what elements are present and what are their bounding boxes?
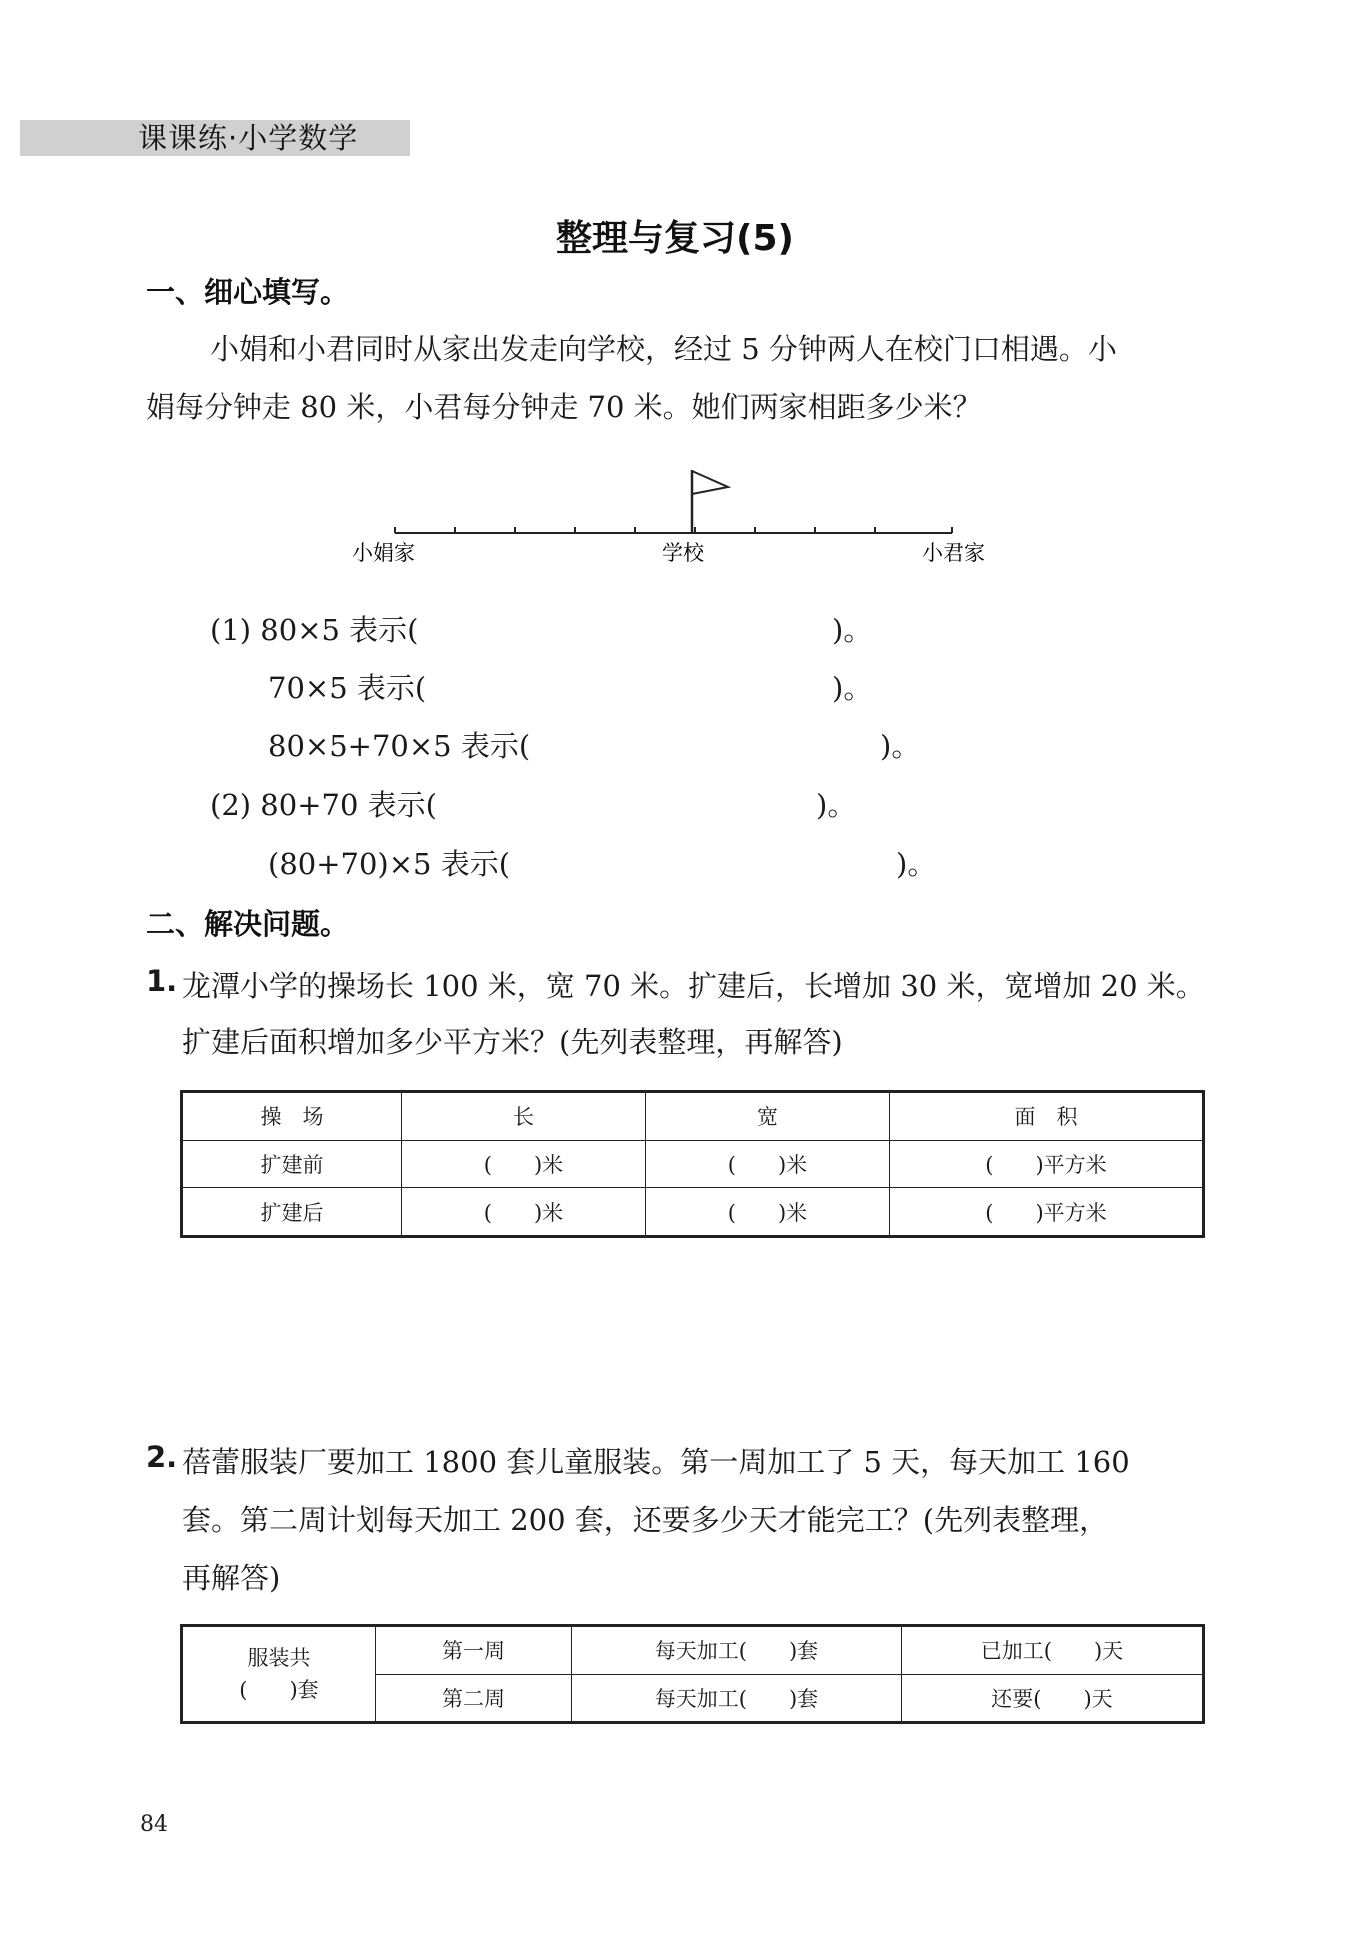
days-done-blank[interactable]: 已加工( )天	[902, 1626, 1204, 1675]
item-2a-prefix: (2) 80+70 表示(	[210, 788, 437, 822]
blank-length-after[interactable]: ( )米	[402, 1188, 646, 1237]
table-row	[182, 1626, 1204, 1675]
week-label-2: 第二周	[376, 1674, 572, 1723]
total-blank[interactable]: ( )套	[239, 1678, 319, 1702]
total-cell	[182, 1626, 376, 1723]
item-1b-prefix: 70×5 表示(	[268, 671, 427, 705]
q2-line-3: 再解答)	[182, 1561, 281, 1595]
header-cell-width: 宽	[646, 1092, 890, 1141]
label-xiaojuan-home: 小娟家	[352, 541, 415, 565]
problem-line-2: 娟每分钟走 80 米，小君每分钟走 70 米。她们两家相距多少米？	[146, 390, 982, 424]
item-1c-prefix: 80×5+70×5 表示(	[268, 729, 531, 763]
blank-width-after[interactable]: ( )米	[646, 1188, 890, 1237]
daily-blank-week2[interactable]: 每天加工( )套	[572, 1674, 902, 1723]
item-2b-suffix: )。	[896, 847, 937, 881]
item-1a-suffix: )。	[832, 613, 873, 647]
days-remaining-blank[interactable]: 还要( )天	[902, 1674, 1204, 1723]
problem-line-1: 小娟和小君同时从家出发走向学校，经过 5 分钟两人在校门口相遇。小	[210, 332, 1117, 366]
section1-heading: 一、细心填写。	[146, 275, 350, 309]
week-label-1: 第一周	[376, 1626, 572, 1675]
q2-table	[180, 1624, 1205, 1724]
blank-area-before[interactable]: ( )平方米	[890, 1140, 1204, 1187]
total-label: 服装共	[247, 1646, 311, 1670]
q1-line-1: 龙潭小学的操场长 100 米，宽 70 米。扩建后，长增加 30 米，宽增加 20 米。	[182, 969, 1205, 1003]
item-2a-suffix: )。	[816, 788, 857, 822]
q1-line-2: 扩建后面积增加多少平方米？(先列表整理，再解答)	[182, 1025, 843, 1059]
header-cell-length: 长	[402, 1092, 646, 1141]
q1-table	[180, 1090, 1205, 1238]
table-header-row	[182, 1092, 1204, 1141]
table-row	[182, 1140, 1204, 1187]
header-cell-area: 面 积	[890, 1092, 1204, 1141]
number-line-diagram	[340, 460, 1020, 580]
section2-heading: 二、解决问题。	[146, 907, 350, 941]
book-title: 课课练·小学数学	[138, 121, 359, 155]
row-label-after: 扩建后	[182, 1188, 402, 1237]
table-row	[182, 1188, 1204, 1237]
item-1a-prefix: (1) 80×5 表示(	[210, 613, 419, 647]
row-label-before: 扩建前	[182, 1140, 402, 1187]
page-title: 整理与复习(5)	[556, 218, 794, 259]
label-school: 学校	[662, 541, 704, 565]
blank-length-before[interactable]: ( )米	[402, 1140, 646, 1187]
daily-blank-week1[interactable]: 每天加工( )套	[572, 1626, 902, 1675]
item-2b-prefix: (80+70)×5 表示(	[268, 847, 511, 881]
q2-line-2: 套。第二周计划每天加工 200 套，还要多少天才能完工？(先列表整理，	[182, 1503, 1109, 1537]
q1-number: 1.	[146, 964, 178, 998]
flag-icon	[692, 471, 728, 494]
header-cell-playground: 操 场	[182, 1092, 402, 1141]
item-1b-suffix: )。	[832, 671, 873, 705]
blank-area-after[interactable]: ( )平方米	[890, 1188, 1204, 1237]
q2-line-1: 蓓蕾服装厂要加工 1800 套儿童服装。第一周加工了 5 天，每天加工 160	[182, 1445, 1130, 1479]
label-xiaojun-home: 小君家	[922, 541, 985, 565]
blank-width-before[interactable]: ( )米	[646, 1140, 890, 1187]
item-1c-suffix: )。	[880, 729, 921, 763]
page-number: 84	[140, 1812, 168, 1837]
q2-number: 2.	[146, 1440, 178, 1474]
